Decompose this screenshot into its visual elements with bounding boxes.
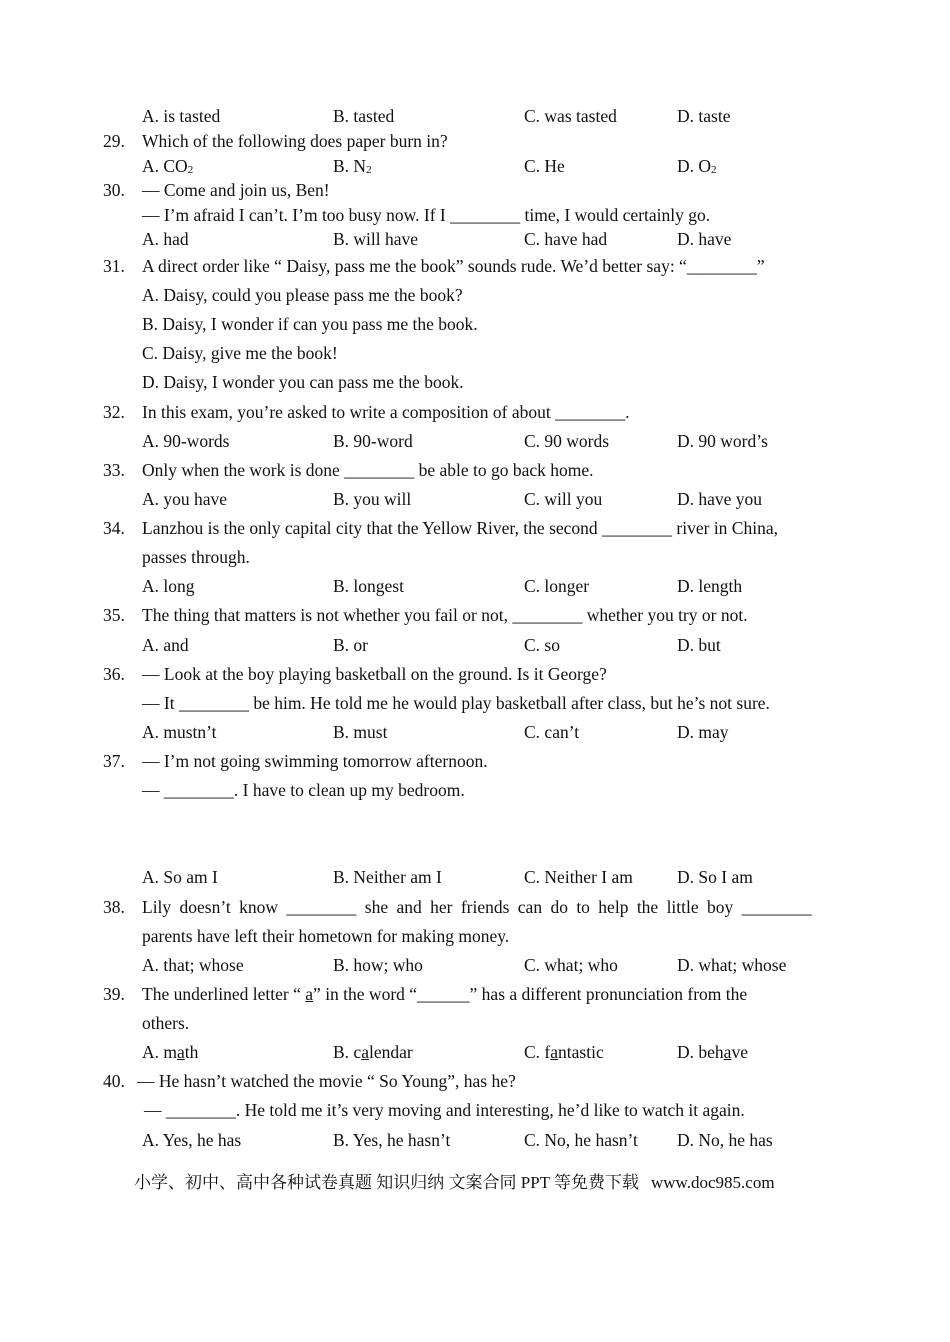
q32-option-a: A. 90-words bbox=[142, 431, 230, 451]
q37-text-line1: — I’m not going swimming tomorrow afternoon. bbox=[142, 751, 488, 771]
q36-option-b: B. must bbox=[333, 722, 388, 742]
q31-option-d: D. Daisy, I wonder you can pass me the book. bbox=[142, 372, 464, 392]
q37-number: 37. bbox=[103, 751, 125, 771]
q38-option-a: A. that; whose bbox=[142, 955, 244, 975]
q33-option-c: C. will you bbox=[524, 489, 603, 509]
q31-text: A direct order like “ Daisy, pass me the book” sounds rude. We’d better say: “________” bbox=[142, 256, 765, 276]
q34-number: 34. bbox=[103, 518, 125, 538]
q39-number: 39. bbox=[103, 984, 125, 1004]
q34-text-line2: passes through. bbox=[142, 547, 250, 567]
q33-option-d: D. have you bbox=[677, 489, 763, 509]
q32-text: In this exam, you’re asked to write a composition of about ________. bbox=[142, 402, 630, 422]
q32-option-c: C. 90 words bbox=[524, 431, 610, 451]
footer-text: 小学、初中、高中各种试卷真题 知识归纳 文案合同 PPT 等免费下载 bbox=[134, 1173, 639, 1192]
q34-option-d: D. length bbox=[677, 576, 743, 596]
q28-option-b: B. tasted bbox=[333, 106, 395, 126]
q29-option-d: D. $O_2$ bbox=[677, 156, 717, 176]
q28-option-a: A. is tasted bbox=[142, 106, 221, 126]
q33-option-b: B. you will bbox=[333, 489, 412, 509]
q30-text-line1: — Come and join us, Ben! bbox=[142, 180, 330, 200]
q36-number: 36. bbox=[103, 664, 125, 684]
q32-option-b: B. 90-word bbox=[333, 431, 413, 451]
q37-option-d: D. So I am bbox=[677, 867, 753, 887]
q36-option-d: D. may bbox=[677, 722, 729, 742]
q37-text-line2: — ________. I have to clean up my bedroom. bbox=[142, 780, 465, 800]
q30-number: 30. bbox=[103, 180, 125, 200]
q31-number: 31. bbox=[103, 256, 125, 276]
q40-text-line1: — He hasn’t watched the movie “ So Young”, has he? bbox=[137, 1071, 516, 1091]
q40-option-c: C. No, he hasn’t bbox=[524, 1130, 638, 1150]
q39-option-c: C. fantastic bbox=[524, 1042, 604, 1062]
q38-text-line2: parents have left their hometown for making money. bbox=[142, 926, 510, 946]
q38-text-line1: Lily doesn’t know ________ she and her friends can do to help the little boy ________ bbox=[142, 897, 812, 917]
q37-option-b: B. Neither am I bbox=[333, 867, 442, 887]
q33-text: Only when the work is done ________ be able to go back home. bbox=[142, 460, 594, 480]
q30-text-line2: — I’m afraid I can’t. I’m too busy now. If I ________ time, I would certainly go. bbox=[142, 205, 711, 225]
q30-option-a: A. had bbox=[142, 229, 189, 249]
q38-number: 38. bbox=[103, 897, 125, 917]
q34-option-b: B. longest bbox=[333, 576, 404, 596]
page-footer bbox=[134, 1168, 775, 1193]
q35-option-c: C. so bbox=[524, 635, 560, 655]
q33-number: 33. bbox=[103, 460, 125, 480]
q35-option-b: B. or bbox=[333, 635, 368, 655]
q30-option-d: D. have bbox=[677, 229, 732, 249]
q30-option-c: C. have had bbox=[524, 229, 608, 249]
q36-text-line2: — It ________ be him. He told me he would play basketball after class, but he’s not sure. bbox=[142, 693, 770, 713]
q29-text: Which of the following does paper burn in? bbox=[142, 131, 448, 151]
footer-url-link[interactable]: www.doc985.com bbox=[651, 1173, 775, 1192]
q28-option-c: C. was tasted bbox=[524, 106, 617, 126]
q40-number: 40. bbox=[103, 1071, 125, 1091]
q35-option-a: A. and bbox=[142, 635, 189, 655]
q38-option-d: D. what; whose bbox=[677, 955, 787, 975]
q34-text-line1: Lanzhou is the only capital city that the Yellow River, the second ________ river in China, bbox=[142, 518, 778, 538]
q28-option-d: D. taste bbox=[677, 106, 731, 126]
q39-option-d: D. behave bbox=[677, 1042, 748, 1062]
q35-option-d: D. but bbox=[677, 635, 721, 655]
q39-text-line2: others. bbox=[142, 1013, 190, 1033]
q29-option-c: C. He bbox=[524, 156, 565, 176]
q29-option-b: B. $N_2$ bbox=[333, 156, 372, 176]
q40-option-d: D. No, he has bbox=[677, 1130, 773, 1150]
q29-option-a: A. $CO_2$ bbox=[142, 156, 194, 176]
q36-text-line1: — Look at the boy playing basketball on the ground. Is it George? bbox=[142, 664, 607, 684]
q38-option-b: B. how; who bbox=[333, 955, 423, 975]
q39-text-line1: The underlined letter “ a” in the word “______” has a different pronunciation from the bbox=[142, 984, 748, 1004]
q35-text: The thing that matters is not whether you fail or not, ________ whether you try or not. bbox=[142, 605, 748, 625]
q32-number: 32. bbox=[103, 402, 125, 422]
q31-option-b: B. Daisy, I wonder if can you pass me the book. bbox=[142, 314, 478, 334]
q30-option-b: B. will have bbox=[333, 229, 419, 249]
q40-option-b: B. Yes, he hasn’t bbox=[333, 1130, 451, 1150]
q31-option-c: C. Daisy, give me the book! bbox=[142, 343, 338, 363]
q39-option-b: B. calendar bbox=[333, 1042, 413, 1062]
q36-option-a: A. mustn’t bbox=[142, 722, 217, 742]
q32-option-d: D. 90 word’s bbox=[677, 431, 768, 451]
q29-number: 29. bbox=[103, 131, 125, 151]
q40-option-a: A. Yes, he has bbox=[142, 1130, 242, 1150]
q35-number: 35. bbox=[103, 605, 125, 625]
q39-option-a: A. math bbox=[142, 1042, 199, 1062]
q34-option-c: C. longer bbox=[524, 576, 590, 596]
q36-option-c: C. can’t bbox=[524, 722, 580, 742]
q38-option-c: C. what; who bbox=[524, 955, 618, 975]
q31-option-a: A. Daisy, could you please pass me the book? bbox=[142, 285, 463, 305]
q37-option-c: C. Neither I am bbox=[524, 867, 633, 887]
q40-text-line2: — ________. He told me it’s very moving and interesting, he’d like to watch it again. bbox=[144, 1100, 745, 1120]
q34-option-a: A. long bbox=[142, 576, 195, 596]
q37-option-a: A. So am I bbox=[142, 867, 218, 887]
q33-option-a: A. you have bbox=[142, 489, 228, 509]
